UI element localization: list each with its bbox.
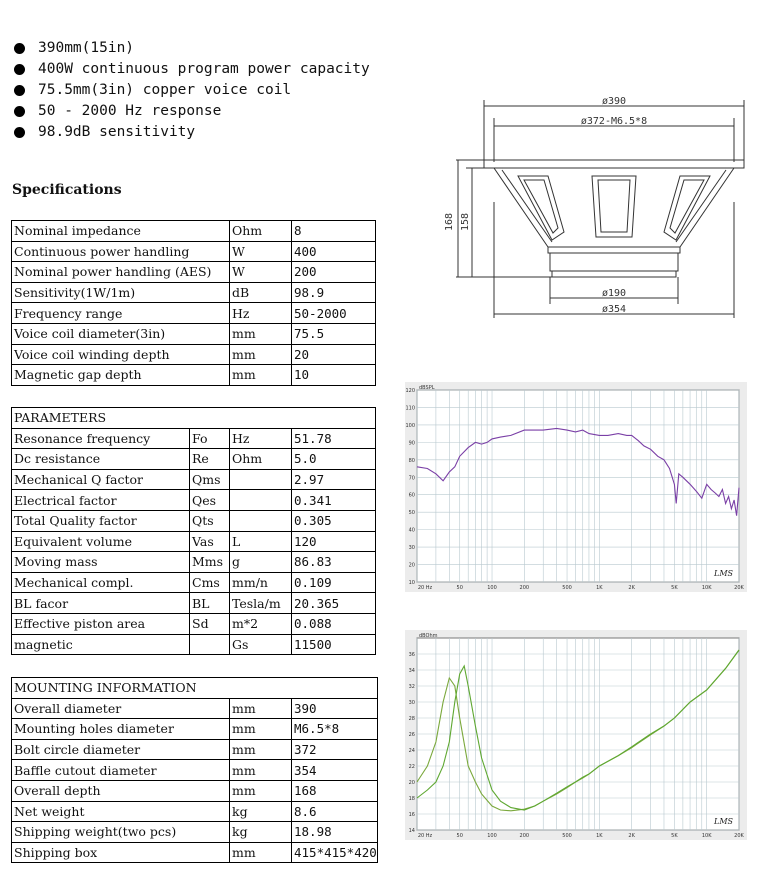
spec-value-cell: 20: [292, 344, 376, 365]
bullet-icon: [14, 127, 25, 138]
mount-name-cell: Shipping box: [12, 842, 230, 863]
x-tick-label: 20K: [734, 833, 744, 839]
mount-value-cell: 8.6: [292, 801, 378, 822]
table-row: [12, 593, 376, 614]
feature-item: [14, 59, 370, 80]
param-name-cell: Total Quality factor: [12, 510, 190, 531]
y-tick-label: 34: [408, 668, 415, 674]
spec-name-cell: Continuous power handling: [12, 241, 230, 262]
spec-unit-cell: W: [230, 241, 292, 262]
y-tick-label: 22: [408, 764, 415, 770]
param-symbol-cell: [190, 634, 230, 655]
dim-168-label: 168: [444, 212, 455, 232]
param-unit-cell: L: [230, 531, 292, 552]
mount-value-cell: 415*415*420: [292, 842, 378, 863]
param-symbol-cell: Vas: [190, 531, 230, 552]
table-row: [12, 344, 376, 365]
param-name-cell: Moving mass: [12, 552, 190, 573]
x-tick-label: 2K: [628, 833, 635, 839]
param-name-cell: Effective piston area: [12, 613, 190, 634]
param-name-cell: Mechanical compl.: [12, 572, 190, 593]
table-row: [12, 531, 376, 552]
table-row: [12, 613, 376, 634]
x-tick-label: 5K: [671, 833, 678, 839]
spec-unit-cell: Ohm: [230, 221, 292, 242]
table-row: [12, 241, 376, 262]
feature-text: 75.5mm(3in) copper voice coil: [38, 82, 292, 98]
y-tick-label: 90: [408, 440, 415, 447]
x-tick-label: 1K: [596, 833, 603, 839]
spec-value-cell: 8: [292, 221, 376, 242]
spec-unit-cell: mm: [230, 365, 292, 386]
mount-value-cell: 372: [292, 739, 378, 760]
y-tick-label: 70: [408, 475, 415, 482]
table-row: [12, 780, 378, 801]
table-header-row: [12, 678, 378, 699]
table-row: [12, 572, 376, 593]
plot-area: [417, 390, 739, 582]
feature-item: [14, 122, 370, 143]
spec-unit-cell: mm: [230, 323, 292, 344]
dim-190-label: ø190: [601, 288, 627, 299]
spec-unit-cell: dB: [230, 282, 292, 303]
bullet-icon: [14, 85, 25, 96]
y-tick-label: 24: [408, 748, 415, 754]
y-tick-label: 36: [408, 652, 415, 658]
param-unit-cell: [230, 469, 292, 490]
table-row: [12, 221, 376, 242]
spec-name-cell: Sensitivity(1W/1m): [12, 282, 230, 303]
param-unit-cell: [230, 490, 292, 511]
param-value-cell: 0.109: [292, 572, 376, 593]
param-symbol-cell: BL: [190, 593, 230, 614]
feature-text: 390mm(15in): [38, 40, 135, 56]
table-header-row: [12, 408, 376, 429]
mount-unit-cell: kg: [230, 801, 292, 822]
param-symbol-cell: Sd: [190, 613, 230, 634]
table-row: [12, 719, 378, 740]
param-value-cell: 0.088: [292, 613, 376, 634]
mount-name-cell: Overall diameter: [12, 698, 230, 719]
param-name-cell: Electrical factor: [12, 490, 190, 511]
mounting-header: MOUNTING INFORMATION: [12, 678, 378, 699]
x-tick-label: 1K: [596, 585, 603, 591]
mount-value-cell: 168: [292, 780, 378, 801]
mount-unit-cell: kg: [230, 822, 292, 843]
feature-item: [14, 101, 370, 122]
param-name-cell: Equivalent volume: [12, 531, 190, 552]
x-tick-label: 500: [562, 833, 572, 839]
feature-text: 400W continuous program power capacity: [38, 61, 370, 77]
table-row: [12, 698, 378, 719]
table-row: [12, 323, 376, 344]
param-symbol-cell: Re: [190, 449, 230, 470]
mount-value-cell: 390: [292, 698, 378, 719]
table-row: [12, 552, 376, 573]
x-tick-label: 50: [456, 585, 463, 591]
spec-value-cell: 400: [292, 241, 376, 262]
table-row: [12, 634, 376, 655]
param-unit-cell: [230, 510, 292, 531]
mount-name-cell: Shipping weight(two pcs): [12, 822, 230, 843]
brand-label: LMS: [714, 817, 733, 826]
impedance-chart: [405, 630, 747, 840]
spec-name-cell: Frequency range: [12, 303, 230, 324]
x-tick-label: 200: [519, 833, 530, 839]
y-tick-label: 80: [408, 457, 415, 464]
param-value-cell: 20.365: [292, 593, 376, 614]
spec-value-cell: 50-2000: [292, 303, 376, 324]
mount-value-cell: 18.98: [292, 822, 378, 843]
mount-unit-cell: mm: [230, 780, 292, 801]
y-tick-label: 14: [408, 828, 415, 834]
param-symbol-cell: Qms: [190, 469, 230, 490]
brand-label: LMS: [714, 569, 733, 578]
impedance-svg: [405, 630, 747, 840]
spec-value-cell: 200: [292, 262, 376, 283]
y-tick-label: 30: [408, 700, 415, 706]
param-symbol-cell: Qes: [190, 490, 230, 511]
table-row: [12, 262, 376, 283]
mount-name-cell: Mounting holes diameter: [12, 719, 230, 740]
feature-text: 98.9dB sensitivity: [38, 124, 196, 140]
spec-value-cell: 10: [292, 365, 376, 386]
param-symbol-cell: Mms: [190, 552, 230, 573]
mount-value-cell: 354: [292, 760, 378, 781]
param-unit-cell: Tesla/m: [230, 593, 292, 614]
y-axis-label: dBSPL: [419, 385, 435, 391]
frequency-response-chart: [405, 382, 747, 592]
param-value-cell: 86.83: [292, 552, 376, 573]
bullet-icon: [14, 64, 25, 75]
param-name-cell: BL facor: [12, 593, 190, 614]
table-row: [12, 822, 378, 843]
spec-unit-cell: Hz: [230, 303, 292, 324]
table-row: [12, 303, 376, 324]
y-tick-label: 40: [408, 527, 415, 534]
y-tick-label: 110: [405, 405, 415, 412]
x-tick-label: 100: [487, 585, 497, 591]
spec-name-cell: Nominal power handling (AES): [12, 262, 230, 283]
param-value-cell: 0.305: [292, 510, 376, 531]
y-tick-label: 28: [408, 716, 415, 722]
frequency-response-svg: [405, 382, 747, 592]
param-symbol-cell: Cms: [190, 572, 230, 593]
y-tick-label: 18: [408, 796, 415, 802]
spec-name-cell: Voice coil diameter(3in): [12, 323, 230, 344]
y-tick-label: 20: [408, 562, 415, 569]
table-row: [12, 490, 376, 511]
table-row: [12, 449, 376, 470]
table-row: [12, 428, 376, 449]
x-tick-label: 2K: [628, 585, 635, 591]
table-row: [12, 801, 378, 822]
param-name-cell: magnetic: [12, 634, 190, 655]
feature-item: [14, 80, 370, 101]
param-value-cell: 2.97: [292, 469, 376, 490]
y-tick-label: 50: [408, 510, 415, 517]
dim-158-label: 158: [460, 212, 471, 232]
mount-name-cell: Net weight: [12, 801, 230, 822]
bullet-icon: [14, 106, 25, 117]
feature-item: [14, 38, 370, 59]
y-tick-label: 60: [408, 492, 415, 499]
param-name-cell: Resonance frequency: [12, 428, 190, 449]
table-row: [12, 842, 378, 863]
mount-name-cell: Baffle cutout diameter: [12, 760, 230, 781]
param-symbol-cell: Qts: [190, 510, 230, 531]
x-tick-label: 20 Hz: [417, 833, 433, 839]
param-value-cell: 120: [292, 531, 376, 552]
feature-text: 50 - 2000 Hz response: [38, 103, 222, 119]
spec-name-cell: Nominal impedance: [12, 221, 230, 242]
param-unit-cell: Gs: [230, 634, 292, 655]
x-tick-label: 20 Hz: [417, 585, 433, 591]
bullet-icon: [14, 43, 25, 54]
y-tick-label: 16: [408, 812, 415, 818]
dim-354-label: ø354: [601, 304, 627, 315]
y-tick-label: 26: [408, 732, 415, 738]
mount-unit-cell: mm: [230, 760, 292, 781]
param-name-cell: Dc resistance: [12, 449, 190, 470]
param-name-cell: Mechanical Q factor: [12, 469, 190, 490]
mounting-table: [11, 677, 378, 863]
mount-unit-cell: mm: [230, 719, 292, 740]
y-tick-label: 100: [405, 422, 415, 429]
mount-name-cell: Bolt circle diameter: [12, 739, 230, 760]
param-unit-cell: mm/n: [230, 572, 292, 593]
mount-value-cell: M6.5*8: [292, 719, 378, 740]
table-row: [12, 282, 376, 303]
param-unit-cell: g: [230, 552, 292, 573]
x-tick-label: 10K: [701, 833, 712, 839]
y-tick-label: 20: [408, 780, 415, 786]
param-value-cell: 0.341: [292, 490, 376, 511]
spec-unit-cell: mm: [230, 344, 292, 365]
dim-372-label: ø372-M6.5*8: [580, 116, 648, 127]
parameters-table: [11, 407, 376, 655]
spec-name-cell: Voice coil winding depth: [12, 344, 230, 365]
specifications-table: [11, 220, 376, 386]
spec-value-cell: 98.9: [292, 282, 376, 303]
y-tick-label: 120: [405, 388, 415, 394]
y-tick-label: 30: [408, 545, 415, 552]
x-tick-label: 10K: [701, 585, 712, 591]
feature-list: [14, 38, 370, 143]
table-row: [12, 510, 376, 531]
parameters-header: PARAMETERS: [12, 408, 376, 429]
speaker-dimension-drawing: [436, 92, 756, 327]
table-row: [12, 760, 378, 781]
x-tick-label: 100: [487, 833, 497, 839]
param-value-cell: 5.0: [292, 449, 376, 470]
dim-390-label: ø390: [601, 96, 627, 107]
param-symbol-cell: Fo: [190, 428, 230, 449]
x-tick-label: 50: [456, 833, 463, 839]
y-axis-label: dBOhm: [419, 633, 438, 639]
spec-value-cell: 75.5: [292, 323, 376, 344]
spec-unit-cell: W: [230, 262, 292, 283]
param-unit-cell: m*2: [230, 613, 292, 634]
y-tick-label: 32: [408, 684, 415, 690]
x-tick-label: 5K: [671, 585, 678, 591]
table-row: [12, 739, 378, 760]
y-tick-label: 10: [408, 580, 415, 586]
x-tick-label: 200: [519, 585, 530, 591]
mount-name-cell: Overall depth: [12, 780, 230, 801]
table-row: [12, 469, 376, 490]
param-unit-cell: Ohm: [230, 449, 292, 470]
mount-unit-cell: mm: [230, 739, 292, 760]
mount-unit-cell: mm: [230, 698, 292, 719]
param-unit-cell: Hz: [230, 428, 292, 449]
x-tick-label: 500: [562, 585, 572, 591]
param-value-cell: 51.78: [292, 428, 376, 449]
mount-unit-cell: mm: [230, 842, 292, 863]
x-tick-label: 20K: [734, 585, 744, 591]
param-value-cell: 11500: [292, 634, 376, 655]
table-row: [12, 365, 376, 386]
spec-name-cell: Magnetic gap depth: [12, 365, 230, 386]
specifications-title: Specifications: [12, 182, 122, 198]
